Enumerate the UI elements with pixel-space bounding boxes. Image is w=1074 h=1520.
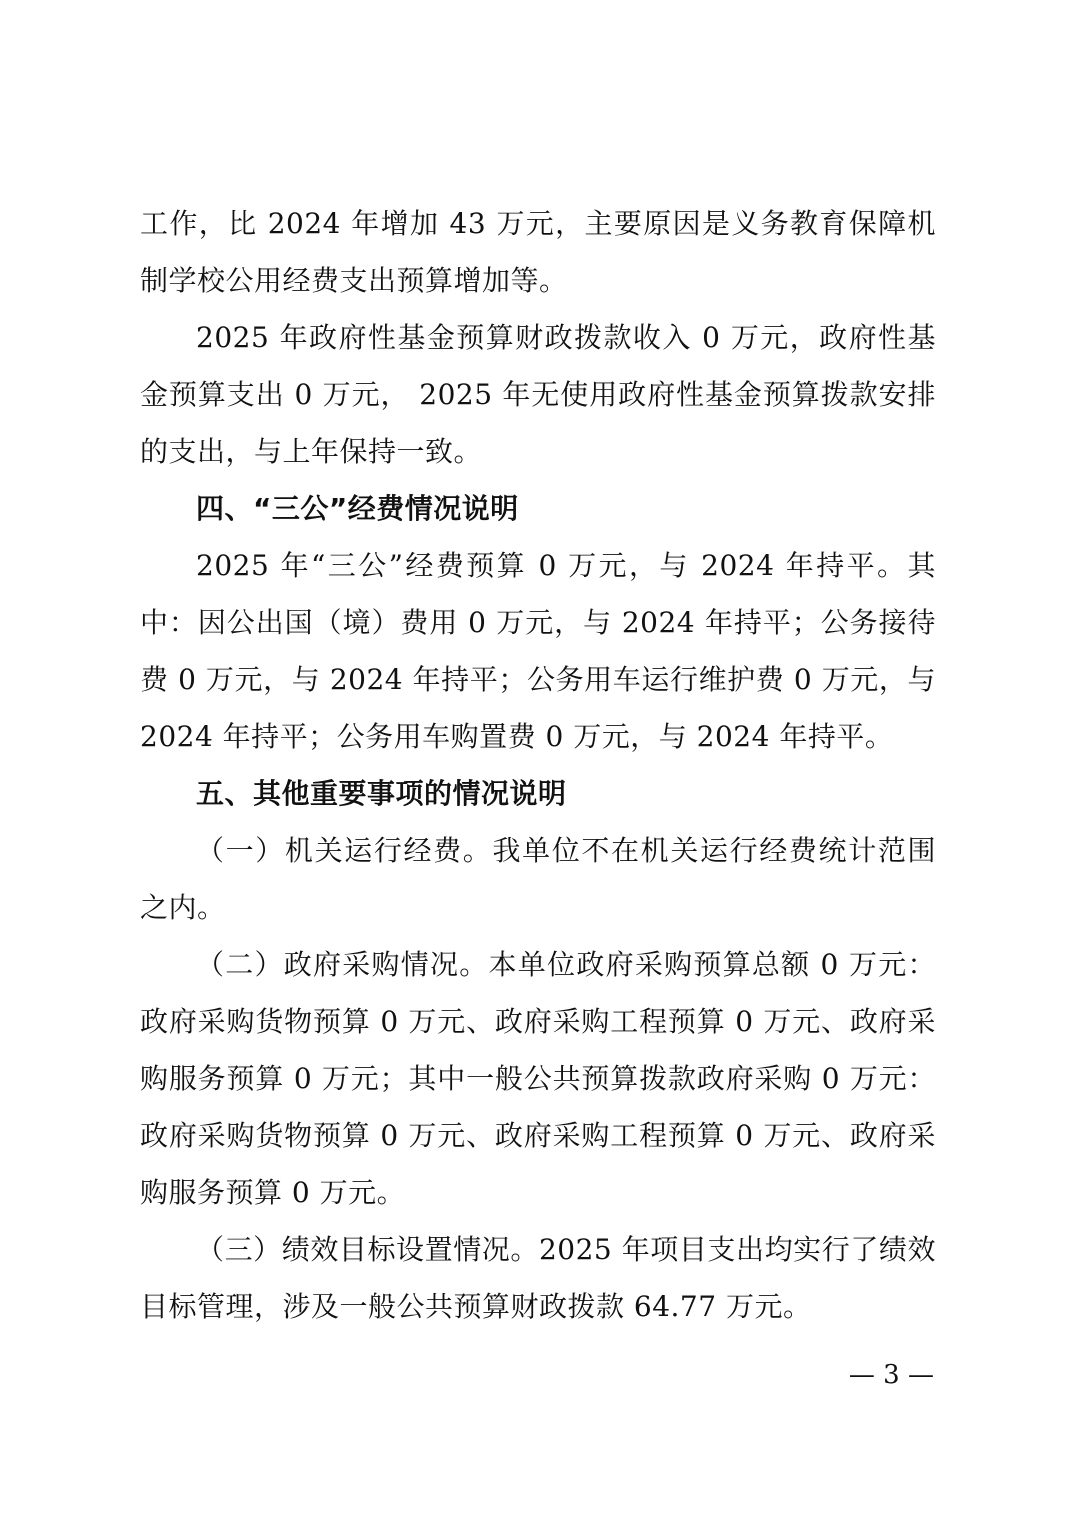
paragraph-general-budget-continuation: 工作，比 2024 年增加 43 万元，主要原因是义务教育保障机制学校公用经费支出预算增加等。	[140, 207, 936, 297]
paragraph-performance-targets: （三）绩效目标设置情况。2025 年项目支出均实行了绩效目标管理，涉及一般公共预算财政拨款 64.77 万元。	[140, 1233, 936, 1323]
paragraph-government-procurement: （二）政府采购情况。本单位政府采购预算总额 0 万元：政府采购货物预算 0 万元、政府采购工程预算 0 万元、政府采购服务预算 0 万元；其中一般公共预算拨款政府采购 0 万元：政府采购货物预算 0 万元、政府采购工程预算 0 万元、政府采购服务预算 0 万元。	[140, 948, 936, 1209]
document-body	[140, 195, 936, 1335]
section-heading-other-matters: 五、其他重要事项的情况说明	[196, 777, 567, 810]
page-number: — 3 —	[848, 1360, 934, 1390]
paragraph-office-operating-expenses: （一）机关运行经费。我单位不在机关运行经费统计范围之内。	[140, 834, 936, 924]
paragraph-three-public-expenses: 2025 年“三公”经费预算 0 万元，与 2024 年持平。其中：因公出国（境）费用 0 万元，与 2024 年持平；公务接待费 0 万元，与 2024 年持平；公务用车运行维护费 0 万元，与 2024 年持平；公务用车购置费 0 万元，与 2024 年持平。	[140, 549, 936, 753]
paragraph-government-fund-budget: 2025 年政府性基金预算财政拨款收入 0 万元，政府性基金预算支出 0 万元， 2025 年无使用政府性基金预算拨款安排的支出，与上年保持一致。	[140, 321, 936, 468]
section-heading-three-public-expenses: 四、“三公”经费情况说明	[196, 492, 519, 525]
